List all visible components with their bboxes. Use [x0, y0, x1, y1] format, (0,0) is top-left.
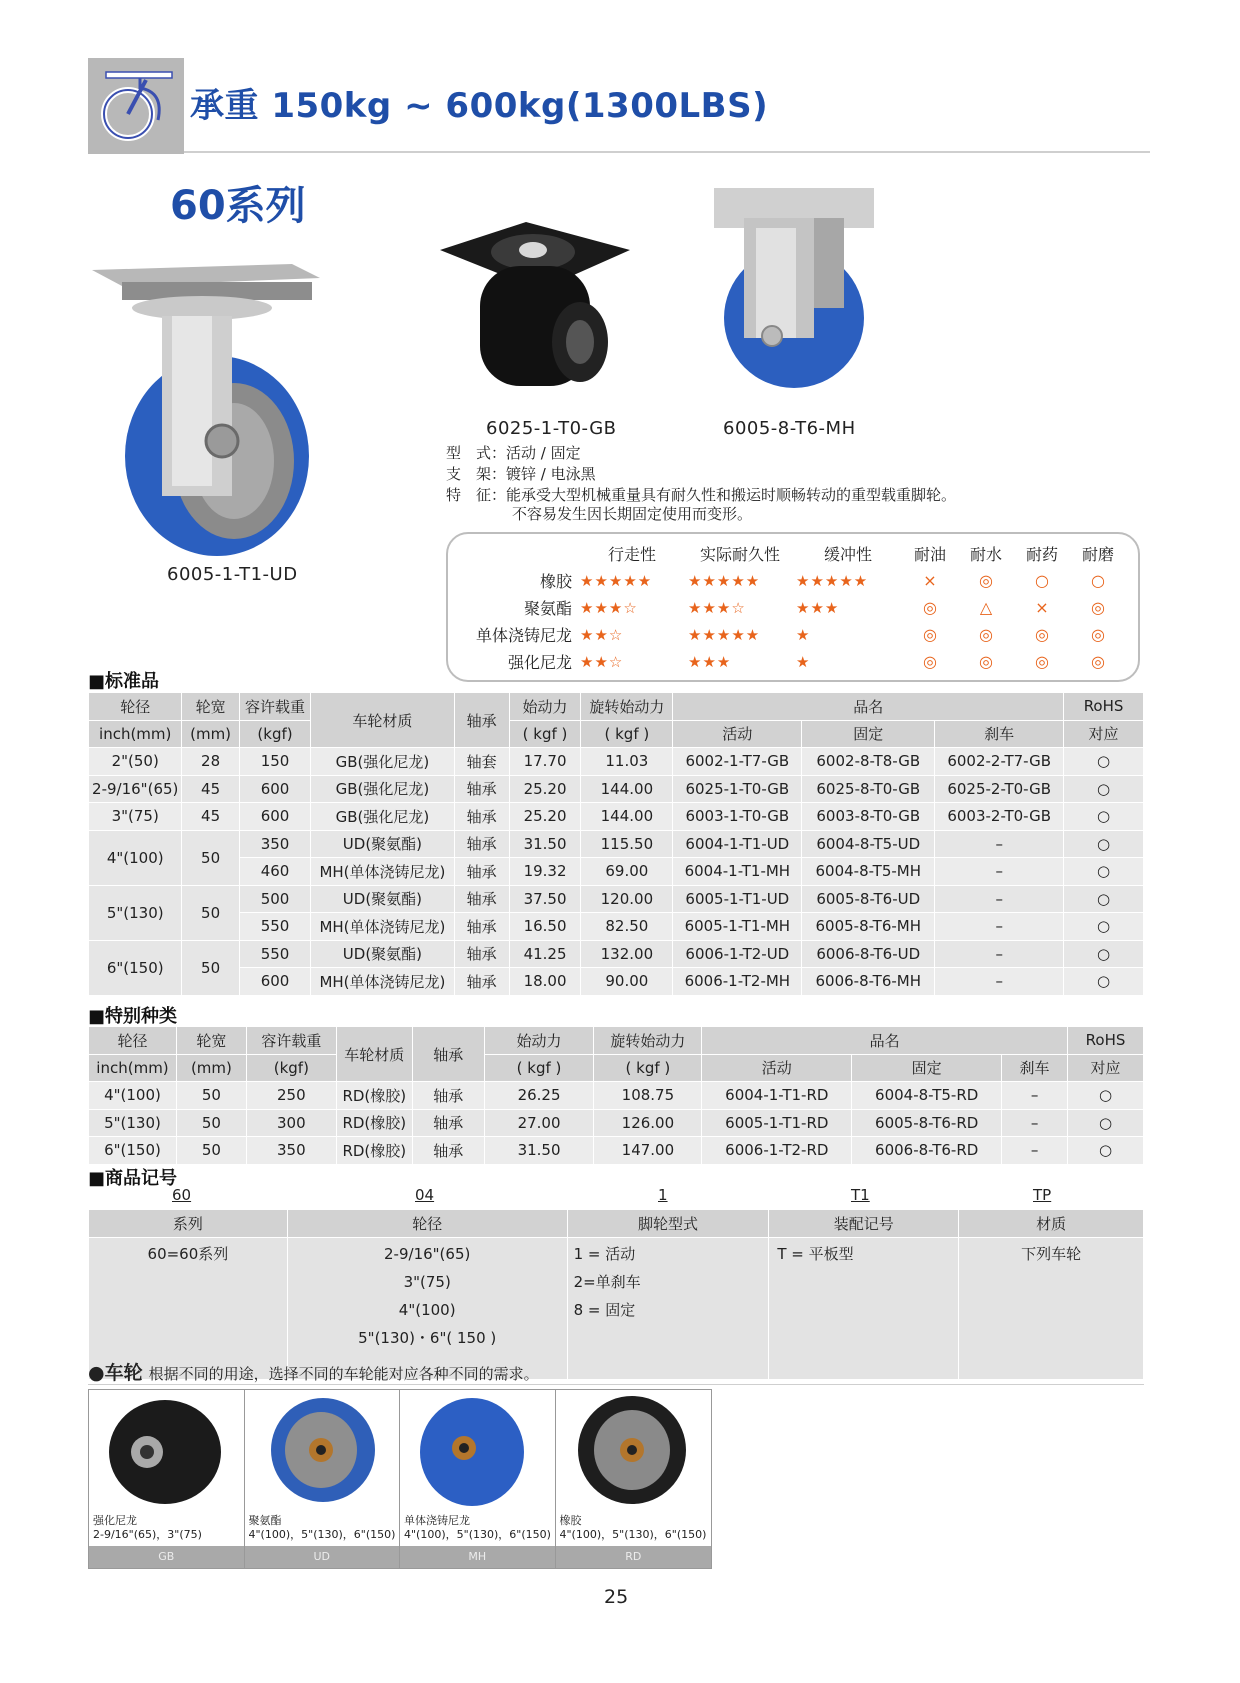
table-row: 600 MH(单体浇铸尼龙) 轴承 18.00 90.00 6006-1-T2-MH 6006-8-T6-MH – ○	[89, 968, 1144, 996]
wheel-gallery	[88, 1389, 712, 1569]
logo-box	[88, 58, 184, 154]
rating-panel	[446, 532, 1140, 682]
code-table: 系列 轮径 脚轮型式 装配记号 材质 60=60系列 2-9/16"(65) 3"(75) 4"(100) 5"(130)・6"( 150 ) 1 = 活动 2=单刹车 8 = 固定 T = 平板型 下列车轮	[88, 1209, 1144, 1380]
page-number: 25	[604, 1586, 629, 1608]
section-code: ■商品记号	[88, 1168, 178, 1189]
table-row: 4"(100) 50 250 RD(橡胶) 轴承 26.25 108.75 6004-1-T1-RD 6004-8-T5-RD – ○	[89, 1082, 1144, 1110]
code-part-series: 60	[172, 1186, 192, 1204]
section-wheels: ●车轮 根据不同的用途，选择不同的车轮能对应各种不同的需求。	[88, 1362, 539, 1384]
rating-table: 行走性 实际耐久性 缓冲性 耐油 耐水 耐药 耐磨 橡胶 ★★★★★ ★★★★★ ★★★★★ × ◎ ○ ○ 聚氨酯 ★★★☆ ★★★☆ ★★★ ◎ △ × ◎ 单体浇铸尼龙 ★★☆ ★★★★★ ★ ◎ ◎ ◎ ◎ 强化尼龙 ★★☆ ★★★ ★ ◎ ◎ ◎ ◎	[458, 540, 1126, 675]
table-row: 2-9/16"(65) 45 600 GB(强化尼龙) 轴承 25.20 144.00 6025-1-T0-GB 6025-8-T0-GB 6025-2-T0-GB ○	[89, 775, 1144, 803]
code-part-material: TP	[1033, 1186, 1052, 1204]
cast-nylon-wheel-icon	[400, 1390, 556, 1510]
wheels-divider	[88, 1384, 1144, 1385]
rubber-wheel-icon	[556, 1390, 712, 1510]
table-row: 4"(100) 50 350 UD(聚氨酯) 轴承 31.50 115.50 6004-1-T1-UD 6004-8-T5-UD – ○	[89, 830, 1144, 858]
caster-logo-icon	[88, 58, 184, 154]
rating-row: 强化尼龙 ★★☆ ★★★ ★ ◎ ◎ ◎ ◎	[507, 652, 1105, 672]
black-caster-photo	[430, 222, 630, 402]
product-caption-2: 6025-1-T0-GB	[486, 418, 617, 439]
table-row: 6"(150) 50 550 UD(聚氨酯) 轴承 41.25 132.00 6006-1-T2-UD 6006-8-T6-UD – ○	[89, 940, 1144, 968]
rating-row: 聚氨酯 ★★★☆ ★★★☆ ★★★ ◎ △ × ◎	[523, 598, 1105, 618]
wheel-card-gb: 强化尼龙 2-9/16"(65)，3"(75) GB	[89, 1390, 245, 1568]
code-part-dia: 04	[415, 1186, 435, 1204]
black-nylon-wheel-icon	[89, 1390, 245, 1510]
code-part-type: 1	[658, 1186, 668, 1204]
spec-feature: 特 征：能承受大型机械重量具有耐久性和搬运时顺畅转动的重型载重脚轮。	[446, 486, 957, 504]
table-row: 5"(130) 50 500 UD(聚氨酯) 轴承 37.50 120.00 6005-1-T1-UD 6005-8-T6-UD – ○	[89, 885, 1144, 913]
table-row: 2"(50) 28 150 GB(强化尼龙) 轴套 17.70 11.03 6002-1-T7-GB 6002-8-T8-GB 6002-2-T7-GB ○	[89, 748, 1144, 776]
page-title: 承重 150kg ~ 600kg(1300LBS)	[190, 86, 769, 126]
swivel-caster-photo	[92, 256, 322, 556]
spec-feature-2: 不容易发生因长期固定使用而变形。	[512, 505, 753, 523]
table-row: 3"(75) 45 600 GB(强化尼龙) 轴承 25.20 144.00 6003-1-T0-GB 6003-8-T0-GB 6003-2-T0-GB ○	[89, 803, 1144, 831]
section-special: ■特别种类	[88, 1006, 178, 1027]
product-caption-1: 6005-1-T1-UD	[167, 564, 298, 585]
product-caption-3: 6005-8-T6-MH	[723, 418, 856, 439]
table-row: 5"(130) 50 300 RD(橡胶) 轴承 27.00 126.00 6005-1-T1-RD 6005-8-T6-RD – ○	[89, 1109, 1144, 1137]
table-row: 6"(150) 50 350 RD(橡胶) 轴承 31.50 147.00 6006-1-T2-RD 6006-8-T6-RD – ○	[89, 1137, 1144, 1165]
spec-type: 型 式：活动 / 固定	[446, 444, 581, 462]
series-title: 60系列	[170, 183, 306, 229]
rating-row: 橡胶 ★★★★★ ★★★★★ ★★★★★ × ◎ ○ ○	[539, 571, 1105, 591]
rating-row: 单体浇铸尼龙 ★★☆ ★★★★★ ★ ◎ ◎ ◎ ◎	[475, 625, 1105, 645]
table-row: 460 MH(单体浇铸尼龙) 轴承 19.32 69.00 6004-1-T1-MH 6004-8-T5-MH – ○	[89, 858, 1144, 886]
polyurethane-wheel-icon	[245, 1390, 401, 1510]
special-table: 轮径 轮宽 容许载重 车轮材质 轴承 始动力 旋转始动力 品名 RoHS inch(mm) (mm) (kgf) ( kgf ) ( kgf ) 活动 固定 刹车 对应 4"(100) 50 250 RD(橡胶) 轴承 26.25 108.75 6004-1-T1-RD 6004-8-T5-RD – ○ 5"(130) 50 300 RD(橡胶) 轴承 27.00 126.00 6005-1-T1-RD 6005-8-T6-RD – ○ 6"(150) 50 350 RD(橡胶) 轴承 31.50 147.00 6006-1-T2-RD 6006-8-T6-RD – ○	[88, 1026, 1144, 1165]
fixed-caster-photo	[704, 188, 882, 388]
spec-bracket: 支 架：镀锌 / 电泳黑	[446, 465, 596, 483]
standard-table: 轮径 轮宽 容许载重 车轮材质 轴承 始动力 旋转始动力 品名 RoHS inch(mm) (mm) (kgf) ( kgf ) ( kgf ) 活动 固定 刹车 对应 2"(50) 28 150 GB(强化尼龙) 轴套 17.70 11.03 6002-1-T7-GB 6002-8-T8-GB 6002-2-T7-GB ○ 2-9/16"(65) 45 600 GB(强化尼龙) 轴承 25.20 144.00 6025-1-T0-GB 6025-8-T0-GB 6025-2-T0-GB ○ 3"(75) 45 600 GB(强化尼龙) 轴承 25.20 144.00 6003-1-T0-GB 6003-8-T0-GB 6003-2-T0-GB ○ 4"(100) 50 350 UD(聚氨酯) 轴承 31.50 115.50 6004-1-T1-UD 6004-8-T5-UD – ○ 460 MH(单体浇铸尼龙) 轴承 19.32 69.00 6004-1-T1-MH 6004-8-T5-MH – ○ 5"(130) 50 500 UD(聚氨酯) 轴承 37.50 120.00 6005-1-T1-UD 6005-8-T6-UD – ○ 550 MH(单体浇铸尼龙) 轴承 16.50 82.50 6005-1-T1-MH 6005-8-T6-MH – ○ 6"(150) 50 550 UD(聚氨酯) 轴承 41.25 132.00 6006-1-T2-UD 6006-8-T6-UD – ○ 600 MH(单体浇铸尼龙) 轴承 18.00 90.00 6006-1-T2-MH 6006-8-T6-MH – ○	[88, 692, 1144, 996]
header-divider	[184, 151, 1150, 153]
table-row: 550 MH(单体浇铸尼龙) 轴承 16.50 82.50 6005-1-T1-MH 6005-8-T6-MH – ○	[89, 913, 1144, 941]
section-standard: ■标准品	[88, 671, 160, 692]
wheel-card-rd: 橡胶 4"(100)，5"(130)，6"(150) RD	[556, 1390, 712, 1568]
code-part-mount: T1	[851, 1186, 870, 1204]
wheel-card-ud: 聚氨酯 4"(100)，5"(130)，6"(150) UD	[245, 1390, 401, 1568]
wheel-card-mh: 单体浇铸尼龙 4"(100)，5"(130)，6"(150) MH	[400, 1390, 556, 1568]
